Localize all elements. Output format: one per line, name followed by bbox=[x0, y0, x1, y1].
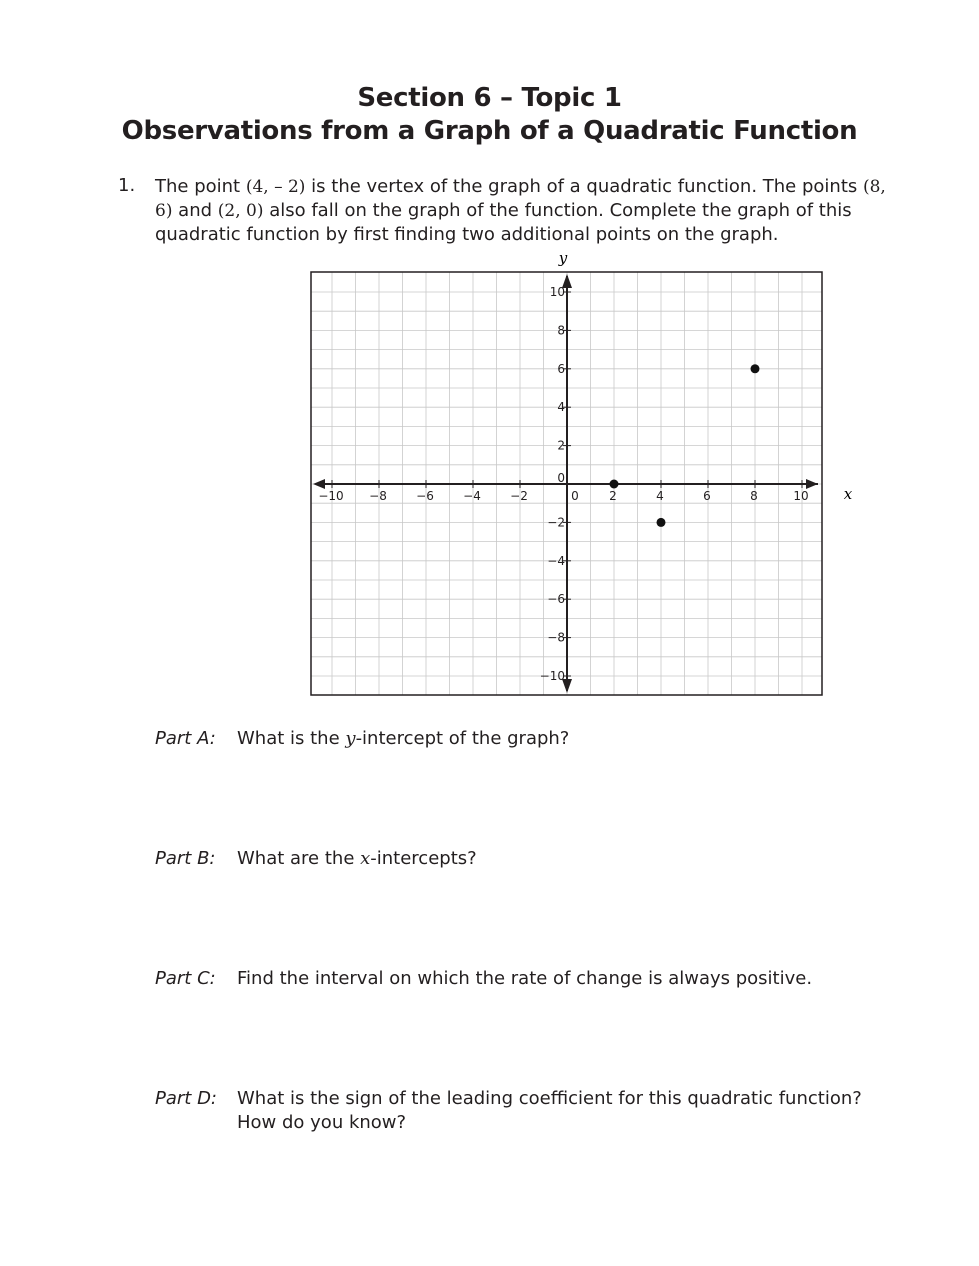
part-a-label: Part A: bbox=[155, 728, 216, 749]
x-tick-label: 6 bbox=[703, 489, 711, 503]
y-tick-label: 10 bbox=[549, 285, 565, 299]
x-tick-label: 0 bbox=[571, 489, 579, 503]
y-tick-label: 8 bbox=[557, 323, 565, 338]
vertex-coord: (4, – 2) bbox=[245, 177, 306, 197]
question-text-4: also fall on the graph of the function. Complete the graph of this quadratic function by first finding two additional points on the graph. bbox=[155, 200, 852, 245]
y-tick-label: 6 bbox=[557, 361, 565, 376]
part-b-text bbox=[237, 847, 877, 871]
x-tick-label: 4 bbox=[656, 489, 664, 503]
part-a-text-post: -intercept of the graph? bbox=[355, 728, 570, 749]
point-b-coord: (2, 0) bbox=[217, 201, 264, 221]
question-number: 1. bbox=[118, 175, 136, 196]
y-tick-label: −2 bbox=[547, 515, 565, 530]
x-tick-label: −10 bbox=[318, 489, 344, 503]
x-axis-arrow-right bbox=[806, 479, 818, 489]
x-tick-label: 2 bbox=[609, 489, 617, 503]
x-axis-label: x bbox=[843, 485, 853, 503]
topic-title: Observations from a Graph of a Quadratic Function bbox=[121, 116, 858, 146]
data-point bbox=[657, 518, 666, 527]
part-a-text-pre: What is the bbox=[237, 728, 346, 749]
y-tick-label: −4 bbox=[547, 553, 565, 568]
y-tick-label: −8 bbox=[547, 630, 565, 645]
x-tick-label: −6 bbox=[416, 489, 434, 503]
part-a-var: y bbox=[345, 728, 356, 749]
y-tick-label: 0 bbox=[557, 471, 565, 485]
part-b-text-pre: What are the bbox=[237, 848, 361, 869]
y-tick-label: −10 bbox=[539, 669, 565, 683]
data-point bbox=[751, 364, 760, 373]
part-a-text bbox=[237, 727, 877, 751]
y-tick-label: 4 bbox=[557, 400, 565, 415]
part-b-var: x bbox=[360, 848, 371, 869]
part-c-label: Part C: bbox=[155, 968, 216, 989]
x-tick-label: 8 bbox=[750, 489, 758, 503]
question-text-3: and bbox=[172, 200, 218, 221]
part-b-text-post: -intercepts? bbox=[370, 848, 477, 869]
x-tick-label: −8 bbox=[369, 489, 387, 503]
x-tick-label: −2 bbox=[510, 489, 528, 503]
point-a-coord: (8, 6) bbox=[155, 177, 886, 221]
part-b-label: Part B: bbox=[155, 848, 216, 869]
y-axis-label: y bbox=[558, 249, 568, 267]
y-tick-label: −6 bbox=[547, 592, 565, 607]
data-point bbox=[610, 480, 619, 489]
y-tick-label: 2 bbox=[557, 438, 565, 453]
x-tick-label: −4 bbox=[463, 489, 481, 503]
x-axis-arrow-left bbox=[313, 479, 325, 489]
part-d-text: What is the sign of the leading coefficient for this quadratic function? How do you know? bbox=[237, 1088, 862, 1133]
section-title: Section 6 – Topic 1 bbox=[357, 83, 622, 113]
part-c-text: Find the interval on which the rate of change is always positive. bbox=[237, 968, 813, 989]
x-tick-label: 10 bbox=[793, 489, 809, 503]
question-text-2: is the vertex of the graph of a quadratic function. The points bbox=[305, 176, 863, 197]
question-text-1: The point bbox=[155, 176, 246, 197]
part-d-label: Part D: bbox=[155, 1088, 217, 1109]
